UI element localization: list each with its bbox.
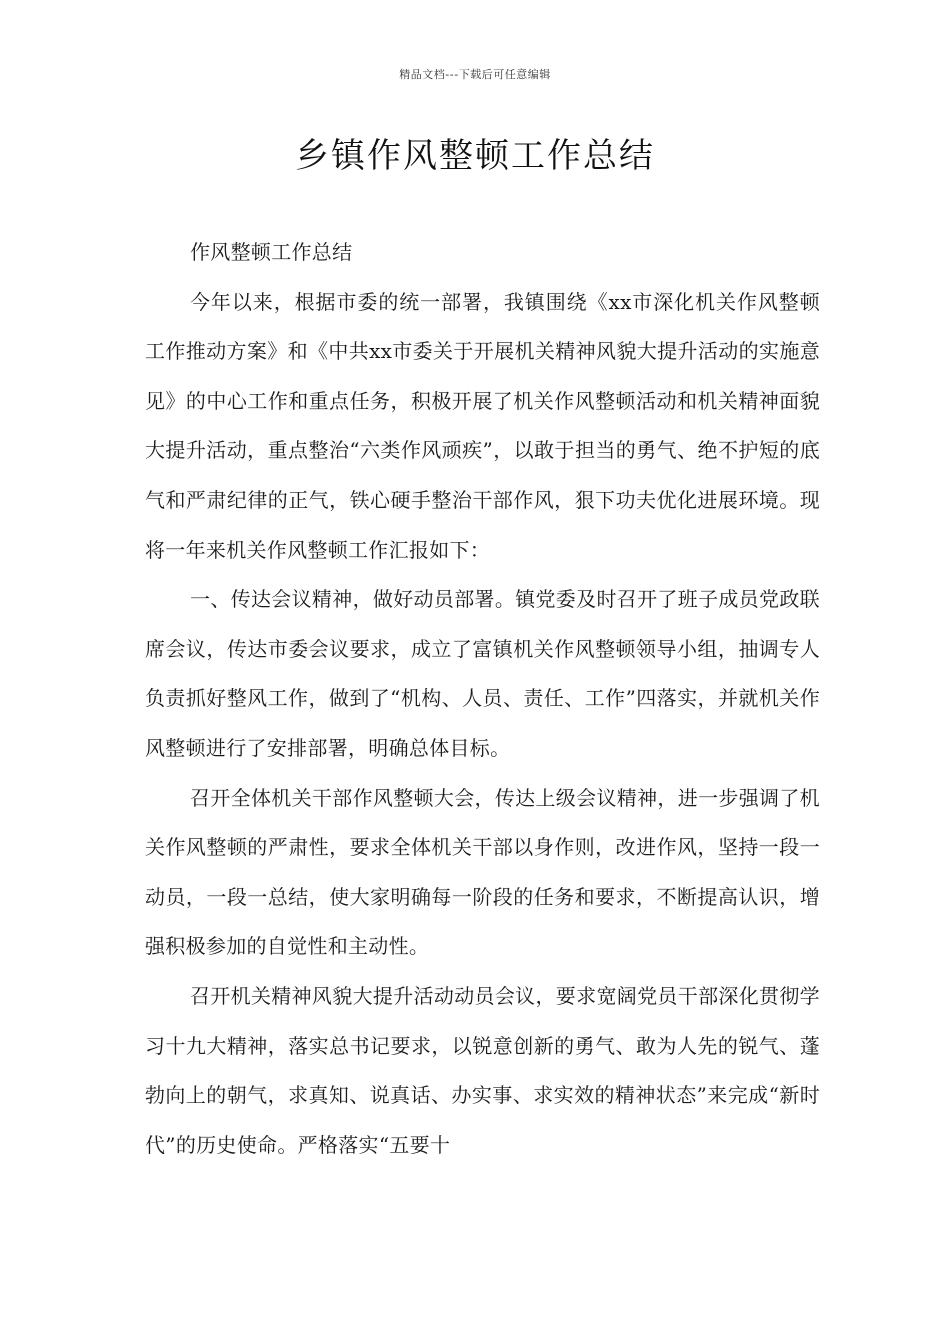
header-note: 精品文档---下载后可任意编辑 — [399, 68, 551, 81]
paragraph-subtitle: 作风整顿工作总结 — [190, 240, 353, 264]
paragraph-intro: 今年以来，根据市委的统一部署，我镇围绕《xx市深化机关作风整顿工作推动方案》和《中共xx市委关于开展机关精神风貌大提升活动的实施意见》的中心工作和重点任务，积极开展了机关作风整顿活动和机关精神面貌大提升活动，重点整治“六类作风顽疾”，以敢于担当的勇气、绝不护短的底气和严肃纪律的正气，铁心硬手整治干部作风，狠下功夫优化进展环境。现将一年来机关作风整顿工作汇报如下： — [145, 289, 820, 562]
paragraph-section-one: 一、传达会议精神，做好动员部署。镇党委及时召开了班子成员党政联席会议，传达市委会议要求，成立了富镇机关作风整顿领导小组，抽调专人负责抓好整风工作，做到了“机构、人员、责任、工作”四落实，并就机关作风整顿进行了安排部署，明确总体目标。 — [145, 587, 820, 760]
document-body — [145, 228, 820, 1170]
paragraph-staff-meeting: 召开全体机关干部作风整顿大会，传达上级会议精神，进一步强调了机关作风整顿的严肃性，要求全体机关干部以身作则，改进作风，坚持一段一动员，一段一总结，使大家明确每一阶段的任务和要求，不断提高认识，增强积极参加的自觉性和主动性。 — [145, 785, 820, 959]
paragraph-mobilization-meeting: 召开机关精神风貌大提升活动动员会议，要求宽阔党员干部深化贯彻学习十九大精神，落实总书记要求，以锐意创新的勇气、敢为人先的锐气、蓬勃向上的朝气，求真知、说真话、办实事、求实效的精神状态”来完成“新时代”的历史使命。严格落实“五要十 — [145, 983, 820, 1157]
document-title: 乡镇作风整顿工作总结 — [295, 136, 655, 176]
